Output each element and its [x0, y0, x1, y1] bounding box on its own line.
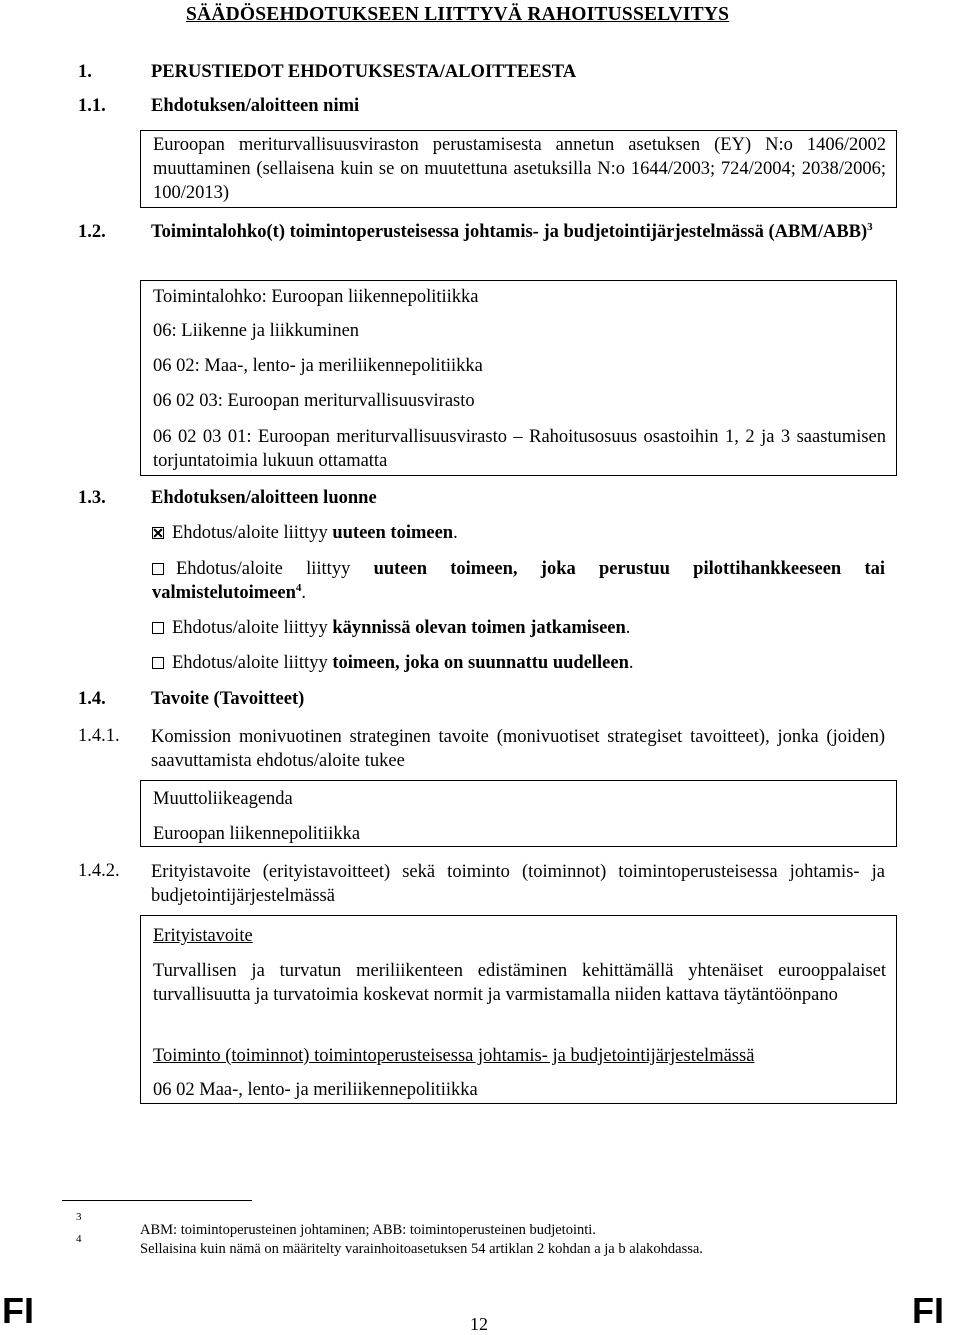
section-1-3-heading: Ehdotuksen/aloitteen luonne — [151, 488, 377, 508]
section-1-2-heading-text: Toimintalohko(t) toimintoperusteisessa johtamis- ja budjetointijärjestelmässä (ABM/ABB) — [151, 222, 868, 242]
section-1-1-heading: Ehdotuksen/aloitteen nimi — [151, 96, 360, 116]
section-1-4-1-number: 1.4.1. — [78, 726, 120, 746]
option-punctuation: . — [301, 583, 306, 603]
strategic-objective-line: Muuttoliikeagenda — [153, 789, 293, 809]
footnote-separator — [62, 1200, 252, 1201]
option-text: Ehdotus/aloite liittyy — [176, 559, 374, 579]
section-1-4-heading: Tavoite (Tavoitteet) — [151, 689, 305, 709]
section-1-1-number: 1.1. — [78, 96, 106, 116]
policy-area-box — [140, 280, 897, 476]
section-1-3-number: 1.3. — [78, 488, 106, 508]
policy-area-line: 06 02 03 01: Euroopan meriturvallisuusvirasto – Rahoitusosuus osastoihin 1, 2 ja 3 saastumisen torjuntatoimia lukuun ottamatta — [153, 427, 886, 471]
section-1-heading: PERUSTIEDOT EHDOTUKSESTA/ALOITTEESTA — [151, 62, 577, 82]
option-bold-text: uuteen toimeen, joka perustuu pilottihankkeeseen tai valmistelutoimeen — [152, 559, 885, 603]
option-text: Ehdotus/aloite liittyy — [172, 618, 333, 638]
checkbox-icon[interactable] — [152, 563, 164, 575]
section-1-2-number: 1.2. — [78, 222, 106, 242]
nature-option-redirected — [152, 653, 634, 674]
option-bold-text: käynnissä olevan toimen jatkamiseen — [332, 618, 626, 638]
page-number: 12 — [470, 1314, 488, 1334]
activity-line: 06 02 Maa-, lento- ja meriliikennepolitiikka — [153, 1080, 478, 1100]
checked-checkbox-icon[interactable] — [152, 527, 164, 539]
section-1-4-2-number: 1.4.2. — [78, 861, 120, 881]
option-bold-text: uuteen toimeen — [332, 523, 454, 543]
policy-area-line: 06 02 03: Euroopan meriturvallisuusvirasto — [153, 391, 475, 411]
language-code-left: FI — [2, 1290, 34, 1331]
nature-option-pilot-project — [152, 557, 885, 605]
language-code-right: FI — [912, 1290, 944, 1331]
checkbox-icon[interactable] — [152, 622, 164, 634]
specific-objective-heading: Erityistavoite — [153, 926, 253, 946]
option-punctuation: . — [625, 618, 631, 638]
proposal-title-box — [140, 130, 897, 208]
footnote-ref-3: 3 — [867, 220, 873, 233]
nature-option-new-action — [152, 523, 458, 544]
section-1-2-heading — [151, 220, 886, 244]
footnote-mark: 4 — [76, 1233, 82, 1246]
nature-option-continuation — [152, 618, 630, 639]
policy-area-line: 06 02: Maa-, lento- ja meriliikennepolitiikka — [153, 356, 483, 376]
section-1-4-1-text: Komission monivuotinen strateginen tavoite (monivuotiset strategiset tavoitteet), jonka (joiden) saavuttamista ehdotus/aloite tukee — [151, 727, 885, 771]
section-1-4-number: 1.4. — [78, 689, 106, 709]
activity-heading: Toiminto (toiminnot) toimintoperusteisessa johtamis- ja budjetointijärjestelmässä — [153, 1046, 755, 1066]
specific-objective-box — [140, 915, 897, 1104]
section-1-4-2-text: Erityistavoite (erityistavoitteet) sekä toiminto (toiminnot) toimintoperusteisessa johtamis- ja budjetointijärjestelmässä — [151, 862, 885, 906]
strategic-objective-box — [140, 780, 897, 847]
proposal-title-text: Euroopan meriturvallisuusviraston perustamisesta annetun asetuksen (EY) N:o 1406/2002 muuttaminen (sellaisena kuin se on muutettuna asetuksilla N:o 1644/2003; 724/2004; 2038/2006; 100/2013) — [153, 135, 886, 203]
option-text: Ehdotus/aloite liittyy — [172, 523, 333, 543]
option-bold-text: toimeen, joka on suunnattu uudelleen — [332, 653, 629, 673]
option-punctuation: . — [453, 523, 458, 543]
footnote-mark: 3 — [76, 1211, 82, 1224]
footnote-text: ABM: toimintoperusteinen johtaminen; ABB: toimintoperusteinen budjetointi. — [140, 1222, 596, 1238]
document-title: SÄÄDÖSEHDOTUKSEEN LIITTYVÄ RAHOITUSSELVITYS — [186, 4, 730, 25]
strategic-objective-line: Euroopan liikennepolitiikka — [153, 824, 361, 844]
option-punctuation: . — [628, 653, 634, 673]
policy-area-line: 06: Liikenne ja liikkuminen — [153, 321, 360, 341]
option-text: Ehdotus/aloite liittyy — [172, 653, 333, 673]
specific-objective-text: Turvallisen ja turvatun meriliikenteen edistäminen kehittämällä yhtenäiset eurooppalaiset turvallisuutta ja turvatoimia koskevat normit ja varmistamalla niiden kattava täytäntöönpano — [153, 961, 886, 1005]
footnote-ref-4: 4 — [295, 581, 302, 594]
footnote-text: Sellaisina kuin nämä on määritelty varainhoitoasetuksen 54 artiklan 2 kohdan a ja b alakohdassa. — [140, 1241, 703, 1257]
section-1-number: 1. — [78, 62, 92, 82]
checkbox-icon[interactable] — [152, 657, 164, 669]
policy-area-line: Toimintalohko: Euroopan liikennepolitiikka — [153, 287, 479, 307]
